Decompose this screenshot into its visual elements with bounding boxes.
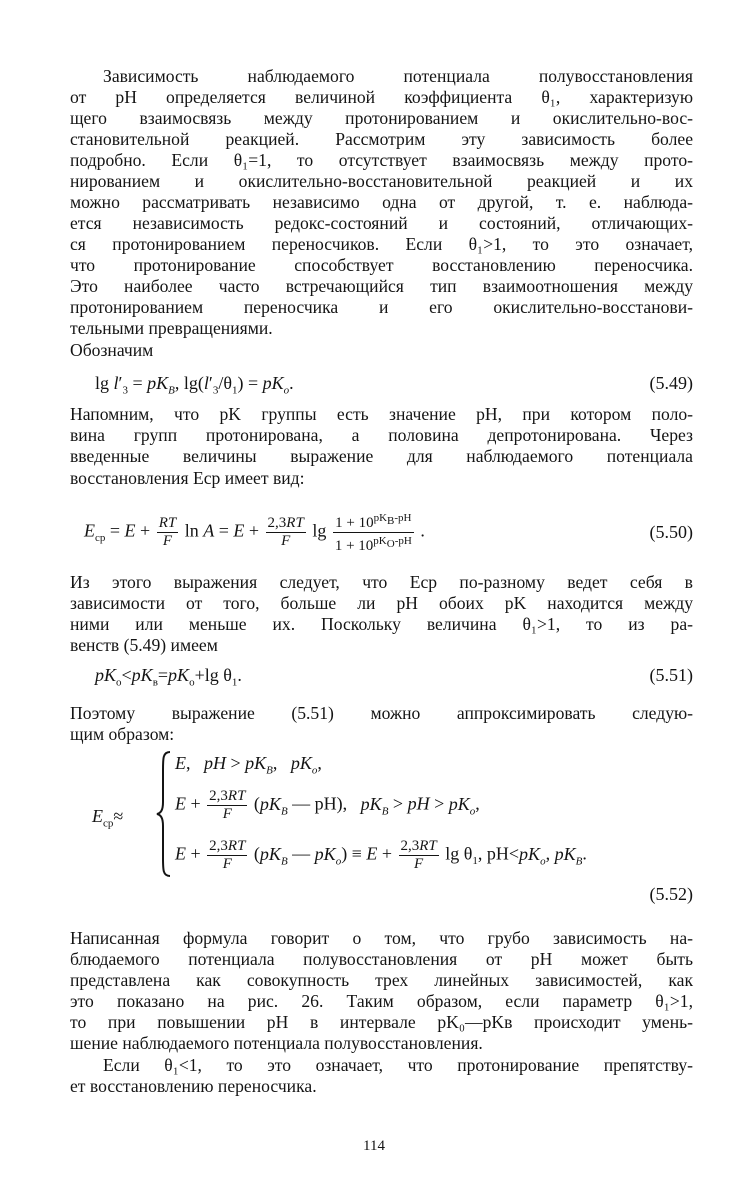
equation-number: (5.50) [649,522,693,542]
equation-number: (5.52) [649,884,693,904]
text-line: восстановления Eср имеет вид: [70,468,305,488]
text-line: тельными превращениями. [70,318,273,338]
text-line: зависимости от того, больше ли pH обоих pK находится между [70,593,693,613]
equation-number: (5.49) [649,373,693,393]
text-line: ется независимость редокс-состояний и состояний, отличающих- [70,213,693,233]
text-line: становительной реакцией. Рассмотрим эту зависимость более [70,129,693,149]
equation-number: (5.51) [649,665,693,685]
text-line: вина групп протонирована, а половина депротонирована. Через [70,425,693,445]
text-line: ся протонированием переносчиков. Если θ₁>1, то это означает, [70,234,693,254]
text-line: Напомним, что pK группы есть значение pH, при котором поло- [70,404,693,424]
text-line: Зависимость наблюдаемого потенциала полувосстановления [103,66,693,86]
text-line: это показано на рис. 26. Таким образом, если параметр θ₁>1, [70,991,693,1011]
text-line: Написанная формула говорит о том, что грубо зависимость на- [70,928,693,948]
equation-5-52-case-1: E, pH > $pK_B$, $pK_o$, [175,753,322,777]
text-line: ет восстановлению переносчика. [70,1076,317,1096]
text-line: щего взаимосвязь между протонированием и окислительно-вос- [70,108,693,128]
text-line: Обозначим [70,340,154,360]
text-line: Из этого выражения следует, что Eср по-разному ведет себя в [70,572,693,592]
text-line: то при повышении pH в интервале pK₀—pKв происходит умень- [70,1012,693,1032]
equation-5-50: $E_{ср} = E$ + $\frac{RT}{F}$ ln A = E + $\frac{2,3RT}{F}$ lg $\frac{1 + 10^{pK_B-pH}}{1 + 10^{pK_O-pH}}$ . [84,512,425,554]
equation-5-52-case-3: E + $\frac{2,3RT}{F}$ ($pK_B$ — $pK_o) \equiv E$ + $\frac{2,3RT}{F}$ $\lg \theta_1$, $pH<pK_o$, $pK_B$. [175,838,587,872]
text-line: Поэтому выражение (5.51) можно аппроксимировать следую- [70,703,693,723]
text-line: представлена как совокупность трех линейных зависимостей, как [70,970,693,990]
text-line: Это наиболее часто встречающийся тип взаимоотношения между [70,276,693,296]
equation-5-49: $\lg l'_3 = pK_B$, $\lg(l'_3/\theta_1) = pK_o$. [95,373,294,397]
equation-5-51: $pK_o<pK_в=pK_o+\lg$ $\theta_1$. [95,665,242,689]
text-line: ними или меньше их. Поскольку величина θ₁>1, то из ра- [70,614,693,634]
text-line: щим образом: [70,724,175,744]
text-line: блюдаемого потенциала полувосстановления от pH может быть [70,949,693,969]
text-line: Если θ₁<1, то это означает, что протонирование препятству- [103,1055,693,1075]
text-line: протонированием переносчика и его окислительно-восстанови- [70,297,693,317]
equation-5-52-case-2: E + $\frac{2,3RT}{F}$ ($pK_B$ — pH), $pK_B$ > pH > $pK_o$, [175,788,480,822]
text-line: венств (5.49) имеем [70,635,218,655]
text-line: можно рассматривать независимо одна от другой, т. е. наблюда- [70,192,693,212]
text-line: введенные величины выражение для наблюдаемого потенциала [70,446,693,466]
text-line: что протонирование способствует восстановлению переносчика. [70,255,693,275]
left-brace-icon [156,750,172,878]
text-line: подробно. Если θ₁=1, то отсутствует взаимосвязь между прото- [70,150,693,170]
text-line: нированием и окислительно-восстановительной реакцией и их [70,171,693,191]
text-line: шение наблюдаемого потенциала полувосстановления. [70,1033,483,1053]
equation-5-52-lhs: $E_{ср}\approx$ [92,806,124,830]
text-line: от pH определяется величиной коэффициента θ₁, характеризую [70,87,693,107]
page-number: 114 [363,1138,385,1154]
